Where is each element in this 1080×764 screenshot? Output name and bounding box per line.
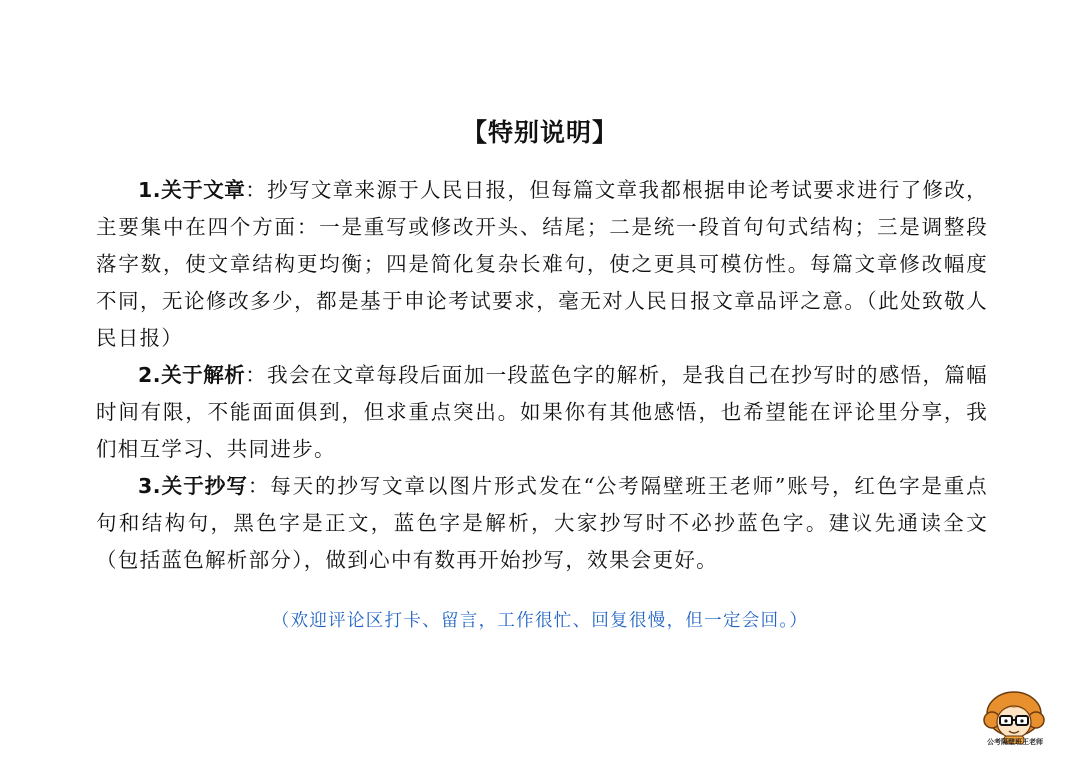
note-paragraph-copying — [96, 468, 988, 579]
note-heading-copying: 3.关于抄写 — [138, 474, 248, 498]
note-text-analysis: ：我会在文章每段后面加一段蓝色字的解析，是我自己在抄写时的感悟，篇幅时间有限，不能面面俱到，但求重点突出。如果你有其他感悟，也希望能在评论里分享，我们相互学习、共同进步。 — [96, 363, 988, 461]
notes-body — [96, 172, 988, 579]
logo-caption: 公考隔壁班王老师 — [987, 738, 1043, 746]
cartoon-avatar-icon — [982, 690, 1046, 744]
note-heading-article: 1.关于文章 — [138, 178, 246, 202]
note-heading-analysis: 2.关于解析 — [138, 363, 246, 387]
footer-note: （欢迎评论区打卡、留言，工作很忙、回复很慢，但一定会回。） — [271, 611, 809, 631]
note-text-article: ：抄写文章来源于人民日报，但每篇文章我都根据申论考试要求进行了修改，主要集中在四个方面：一是重写或修改开头、结尾；二是统一段首句句式结构；三是调整段落字数，使文章结构更均衡；四是简化复杂长难句，使之更具可模仿性。每篇文章修改幅度不同，无论修改多少，都是基于申论考试要求，毫无对人民日报文章品评之意。（此处致敬人民日报） — [96, 178, 988, 350]
note-text-copying: ：每天的抄写文章以图片形式发在“公考隔壁班王老师”账号，红色字是重点句和结构句，黑色字是正文，蓝色字是解析，大家抄写时不必抄蓝色字。建议先通读全文（包括蓝色解析部分），做到心中有数再开始抄写，效果会更好。 — [96, 474, 988, 572]
note-paragraph-article — [96, 172, 988, 357]
note-paragraph-analysis — [96, 357, 988, 468]
page-title: 【特别说明】 — [461, 118, 618, 147]
